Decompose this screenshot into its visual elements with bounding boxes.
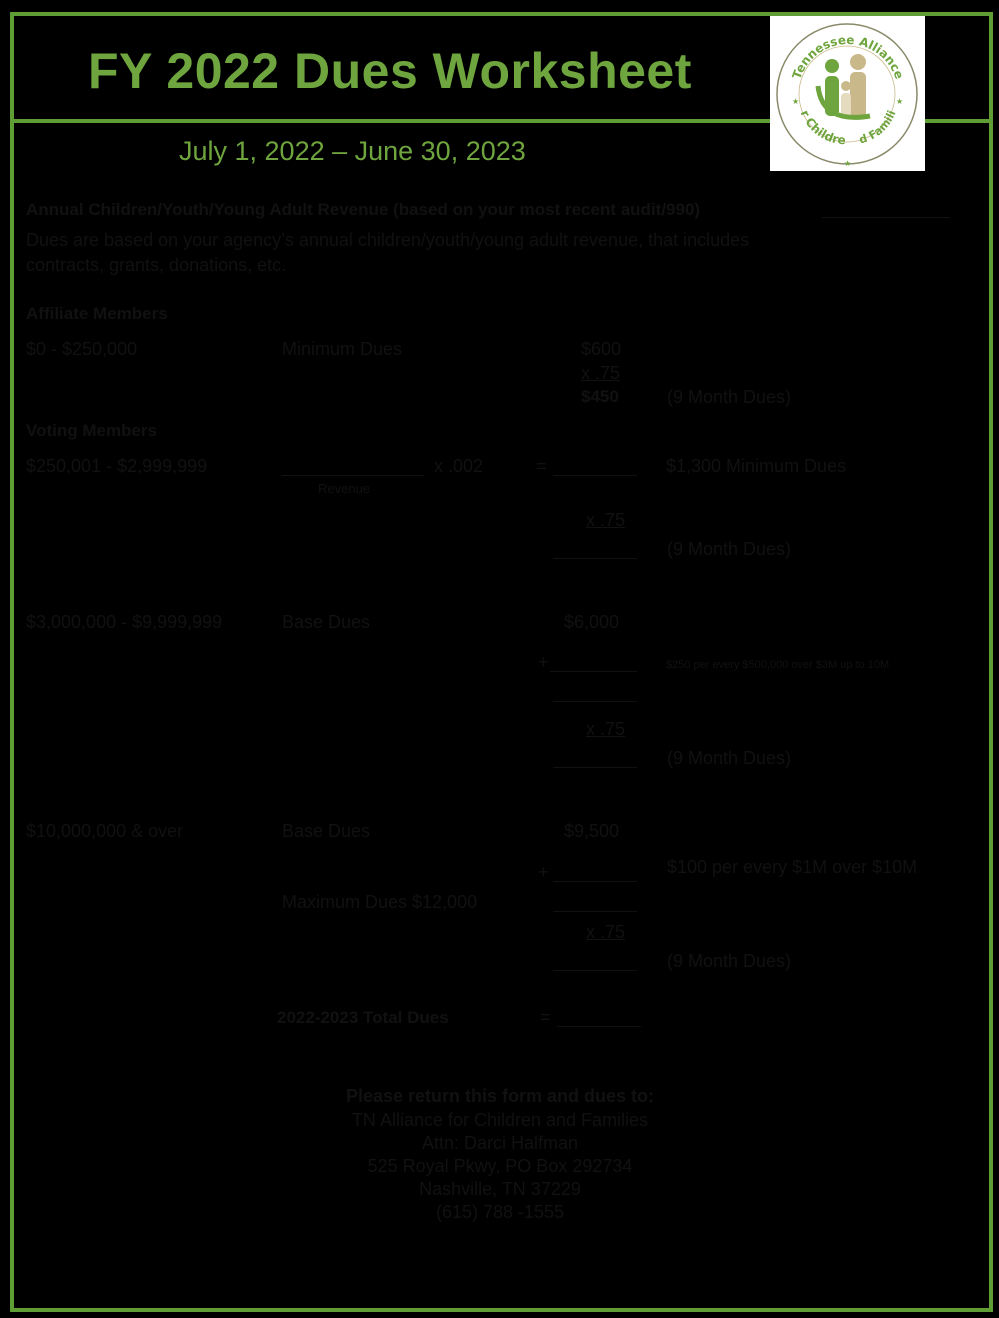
affiliate-result: $450 <box>581 387 619 406</box>
tier3-increment-field[interactable] <box>550 671 637 672</box>
tier3-label: Base Dues <box>282 612 371 632</box>
total-equals: = <box>540 1007 551 1027</box>
voting-revenue-field[interactable] <box>282 475 424 476</box>
voting-dues-field[interactable] <box>553 475 637 476</box>
tier4-nine-month-field[interactable] <box>553 970 637 971</box>
contact-org: TN Alliance for Children and Families <box>351 1110 649 1130</box>
affiliate-multiplier: x .75 <box>581 363 621 383</box>
total-label: 2022-2023 Total Dues <box>277 1008 449 1027</box>
tier4-note: (9 Month Dues) <box>667 951 792 971</box>
voting-rate: x .002 <box>434 456 484 476</box>
tier4-increment-field[interactable] <box>553 881 637 882</box>
svg-text:and Families: d Famili <box>857 108 899 147</box>
voting-nine-month-field[interactable] <box>553 558 637 559</box>
contact-address: 525 Royal Pkwy, PO Box 292734 <box>367 1156 633 1176</box>
affiliate-range: $0 - $250,000 <box>26 339 138 359</box>
tier3-multiplier: x .75 <box>586 719 626 739</box>
tier3-amount: $6,000 <box>564 612 620 632</box>
svg-text:Tennessee Alliance: Tennessee Alliance <box>789 32 907 81</box>
revenue-field[interactable] <box>822 217 950 218</box>
tier3-nine-month-field[interactable] <box>553 767 637 768</box>
voting-revenue-caption: Revenue <box>318 481 371 496</box>
contact-city: Nashville, TN 37229 <box>419 1179 581 1199</box>
tier3-plus: + <box>538 652 549 672</box>
voting-equals: = <box>536 456 547 476</box>
tier4-label: Base Dues <box>282 821 371 841</box>
voting-note: (9 Month Dues) <box>667 539 792 559</box>
tier4-increment-note: $100 per every $1M over $10M <box>667 857 918 877</box>
tier4-multiplier: x .75 <box>586 922 626 942</box>
alliance-logo-graphic <box>770 16 925 171</box>
total-dues-field[interactable] <box>557 1026 641 1027</box>
tier4-max: Maximum Dues $12,000 <box>282 892 478 912</box>
svg-text:★: ★ <box>844 159 852 168</box>
voting-heading: Voting Members <box>26 421 157 440</box>
page-title: FY 2022 Dues Worksheet <box>88 43 692 99</box>
contact-heading: Please return this form and dues to: <box>345 1086 655 1106</box>
tier3-subtotal-field[interactable] <box>553 701 637 702</box>
affiliate-heading: Affiliate Members <box>26 304 168 323</box>
voting-minimum: $1,300 Minimum Dues <box>666 456 847 476</box>
tier4-subtotal-field[interactable] <box>553 911 637 912</box>
tier3-increment-note: $250 per every $500,000 over $3M up to 10M <box>666 659 890 671</box>
contact-attn: Attn: Darci Halfman <box>421 1133 579 1153</box>
alliance-logo <box>770 16 925 171</box>
affiliate-label: Minimum Dues <box>282 339 403 359</box>
svg-text:★: ★ <box>792 97 800 106</box>
svg-text:for Children: r Childre <box>797 108 847 148</box>
revenue-label: Annual Children/Youth/Young Adult Revenue (based on your most recent audit/990) <box>26 200 701 219</box>
intro-note-line-1: Dues are based on your agency’s annual children/youth/young adult revenue, that includes <box>26 230 750 250</box>
intro-note-line-2: contracts, grants, donations, etc. <box>26 255 287 275</box>
tier3-range: $3,000,000 - $9,999,999 <box>26 612 223 632</box>
tier4-amount: $9,500 <box>564 821 620 841</box>
voting-range: $250,001 - $2,999,999 <box>26 456 208 476</box>
tier4-range: $10,000,000 & over <box>26 821 184 841</box>
tier4-plus: + <box>538 862 549 882</box>
svg-text:★: ★ <box>896 97 904 106</box>
fiscal-period: July 1, 2022 – June 30, 2023 <box>179 136 526 166</box>
tier3-note: (9 Month Dues) <box>667 748 792 768</box>
voting-multiplier: x .75 <box>586 510 626 530</box>
contact-phone: (615) 788 -1555 <box>435 1202 565 1222</box>
affiliate-note: (9 Month Dues) <box>667 387 792 407</box>
affiliate-amount: $600 <box>581 339 622 359</box>
